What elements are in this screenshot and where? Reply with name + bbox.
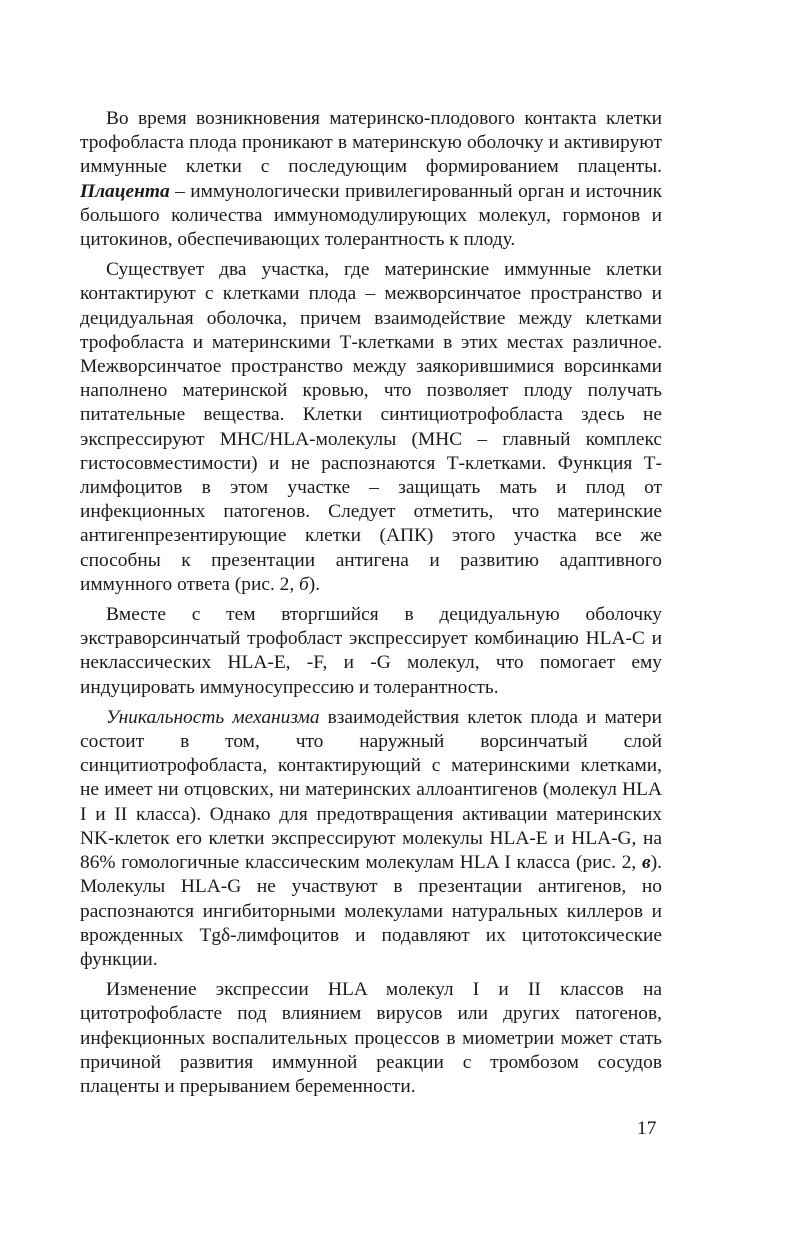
paragraph-text: Во время возникновения материнско-плодового контакта клетки трофобласта плода проникают в материнскую оболочку и активируют иммунные клетки с последующим формированием плаценты. [80, 108, 662, 178]
paragraph-text: ). Молекулы HLA-G не участвуют в презентации антигенов, но распознаются ингибиторными молекулами натуральных киллеров и врожденных Tgδ-лимфоцитов и подавляют их цитотоксические функции. [80, 852, 662, 970]
paragraph-unique-mechanism [80, 706, 662, 972]
paragraph-hla-expression-change [80, 978, 662, 1099]
paragraph-extravillous-trophoblast [80, 603, 662, 700]
page-body [80, 107, 662, 1099]
paragraph-placenta-formation [80, 107, 662, 252]
paragraph-text: взаимодействия клеток плода и матери состоит в том, что наружный ворсинчатый слой синцитиотрофобласта, контактирующий с материнскими клетками, не имеет ни отцовских, ни материнских аллоантигенов (молекул HLA I и II класса). Однако для предотвращения активации материнских NK-клеток его клетки экспрессируют молекулы HLA-E и HLA-G, на 86% гомологичные классическим молекулам HLA I класса (рис. 2, [80, 706, 662, 874]
paragraph-text: Вместе с тем вторгшийся в децидуальную оболочку экстраворсинчатый трофобласт экспрессирует комбинацию HLA-C и неклассических HLA-E, -F, и -G молекул, что помогает ему индуцировать иммуносупрессию и толерантность. [80, 604, 662, 698]
paragraph-text: ). [308, 573, 321, 595]
paragraph-text: Изменение экспрессии HLA молекул I и II классов на цитотрофобласте под влиянием вирусов или других патогенов, инфекционных воспалительных процессов в миометрии может стать причиной развития иммунной реакции с тромбозом сосудов плаценты и прерыванием беременности. [80, 979, 662, 1097]
paragraph-text: Существует два участка, где материнские иммунные клетки контактируют с клетками плода – межворсинчатое пространство и децидуальная оболочка, причем взаимодействие между клетками трофобласта и материнскими Т-клетками в этих местах различное. Межворсинчатое пространство между заякорившимися ворсинками наполнено материнской кровью, что позволяет плоду получать питательные вещества. Клетки синтициотрофобласта здесь не экспрессируют MHC/HLA-молекулы (MHC – главный комплекс гистосовместимости) и не распознаются Т-клетками. Функция Т-лимфоцитов в этом участке – защищать мать и плод от инфекционных патогенов. Следует отметить, что материнские антигенпрезентирующие клетки (АПК) этого участка все же способны к презентации антигена и развитию адаптивного иммунного ответа (рис. 2, [80, 259, 662, 595]
figure-ref-letter: б [299, 573, 309, 595]
figure-ref-letter: в [642, 852, 651, 874]
paragraph-text: – иммунологически привилегированный орган и источник большого количества иммуномодулирующих молекул, гормонов и цитокинов, обеспечивающих толерантность к плоду. [80, 180, 662, 251]
term-unique-mechanism: Уникальность механизма [106, 706, 320, 728]
paragraph-contact-sites [80, 258, 662, 597]
page-number: 17 [637, 1118, 657, 1139]
term-placenta: Плацента [80, 180, 170, 202]
